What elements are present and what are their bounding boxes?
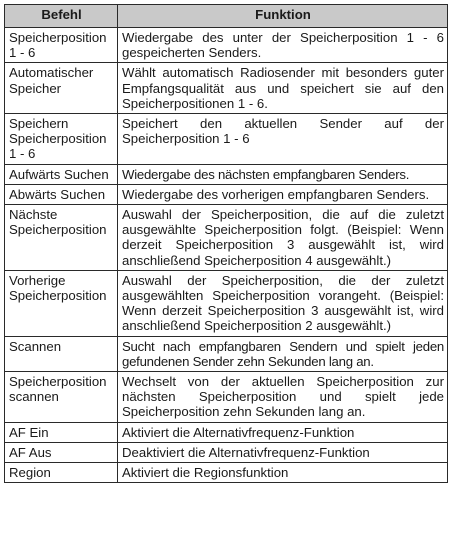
command-cell: Abwärts Suchen [5,184,118,204]
table-row [5,184,448,204]
table-row [5,63,448,114]
table-row [5,205,448,271]
function-cell: Aktiviert die Regionsfunktion [118,463,448,483]
table-row [5,463,448,483]
function-cell: Speichert den aktuellen Sender auf der Speicherposition 1 - 6 [118,114,448,165]
function-cell: Wiedergabe des vorherigen empfangbaren Senders. [118,184,448,204]
function-cell: Deaktiviert die Alternativfrequenz-Funktion [118,442,448,462]
command-cell: AF Aus [5,442,118,462]
table-row [5,422,448,442]
function-cell: Aktiviert die Alternativfrequenz-Funktion [118,422,448,442]
table-row [5,442,448,462]
command-cell: Speicherposition scannen [5,372,118,423]
command-cell: Vorherige Speicherposition [5,270,118,336]
function-cell: Sucht nach empfangbaren Sendern und spielt jeden gefundenen Sender zehn Sekunden lang an. [118,336,448,371]
header-function: Funktion [118,5,448,28]
function-cell: Auswahl der Speicherposition, die auf die zuletzt ausgewählte Speicherposition folgt. (Beispiel: Wenn derzeit Speicherposition 3 ausgewählt ist, wird anschließend Speicherposition 4 ausgewählt.) [118,205,448,271]
command-cell: Scannen [5,336,118,371]
table-row [5,336,448,371]
command-cell: Automatischer Speicher [5,63,118,114]
command-cell: Region [5,463,118,483]
table-row [5,114,448,165]
function-cell: Auswahl der Speicherposition, die der zuletzt ausgewählten Speicherposition vorangeht. (Beispiel: Wenn derzeit Speicherposition 3 ausgewählt ist, wird anschließend Speicherposition 2 ausgewählt.) [118,270,448,336]
table-row [5,164,448,184]
table-row [5,372,448,423]
function-cell: Wechselt von der aktuellen Speicherposition zur nächsten Speicherposition und spielt jede Speicherposition zehn Sekunden lang an. [118,372,448,423]
command-cell: AF Ein [5,422,118,442]
header-command: Befehl [5,5,118,28]
command-cell: Aufwärts Suchen [5,164,118,184]
command-cell: Speicherposition 1 - 6 [5,28,118,63]
function-cell: Wiedergabe des nächsten empfangbaren Senders. [118,164,448,184]
command-cell: Speichern Speicherposition 1 - 6 [5,114,118,165]
function-cell: Wählt automatisch Radiosender mit besonders guter Empfangsqualität aus und speichert sie auf den Speicherpositionen 1 - 6. [118,63,448,114]
function-cell: Wiedergabe des unter der Speicherposition 1 - 6 gespeicherten Senders. [118,28,448,63]
voice-command-table [4,4,448,483]
command-cell: Nächste Speicherposition [5,205,118,271]
table-row [5,28,448,63]
table-row [5,270,448,336]
table-header-row [5,5,448,28]
